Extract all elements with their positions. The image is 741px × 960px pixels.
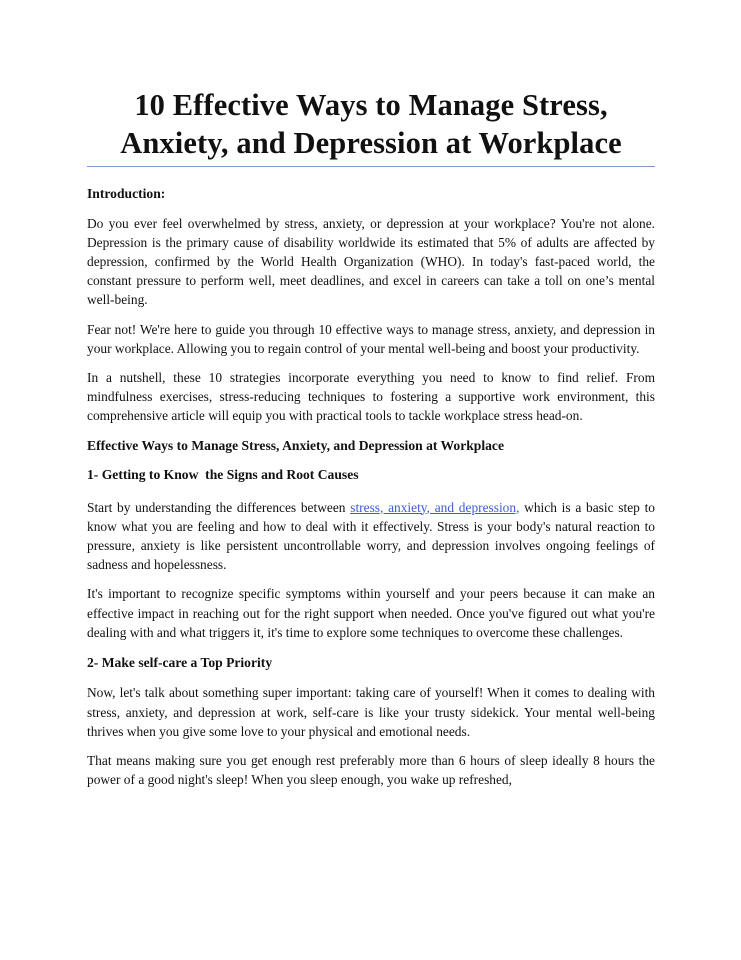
step-2-paragraph-1: Now, let's talk about something super important: taking care of yourself! When it comes to dealing with stress, anxiety, and depression at work, self-care is like your trusty sidekick. Your mental well-being thrives when you give some love to your physical and emotional needs. — [87, 685, 655, 739]
stress-anxiety-depression-link[interactable]: stress, anxiety, and depression, — [350, 499, 520, 515]
intro-paragraph-1: Do you ever feel overwhelmed by stress, anxiety, or depression at your workplace? You're not alone. Depression is the primary cause of disability worldwide its estimated that 5% of adults are affected by depression, confirmed by the World Health Organization (WHO). In today's fast-paced world, the constant pressure to perform well, meet deadlines, and excel in careers can take a toll on one’s mental well-being. — [87, 215, 655, 308]
step-1-text-after-link: which is a basic step to know what you are feeling and how to deal with it effectively. Stress is your body's natural reaction to pressure, anxiety is like persistent uncontrollable worry, and depression involves ongoing feelings of sadness and hopelessness. — [87, 499, 655, 573]
title-underline-rule — [87, 166, 655, 167]
document-page — [87, 86, 655, 789]
article-title-line-2: Anxiety, and Depression at Workplace — [120, 126, 622, 160]
intro-paragraph-3: In a nutshell, these 10 strategies incorporate everything you need to know to find relief. From mindfulness exercises, stress-reducing techniques to fostering a supportive work environment, this comprehensive article will equip you with practical tools to tackle workplace stress head-on. — [87, 369, 655, 424]
step-2-heading: 2- Make self-care a Top Priority — [87, 654, 273, 670]
intro-heading: Introduction: — [87, 186, 166, 201]
step-1-text-before-link: Start by understanding the differences between — [87, 499, 351, 515]
article-title — [87, 86, 655, 162]
article-title-line-1: 10 Effective Ways to Manage Stress, — [134, 88, 608, 122]
step-1-paragraph-2: It's important to recognize specific symptoms within yourself and your peers because it can make an effective impact in reaching out for the right support when needed. Once you've figured out what you're dealing with and what triggers it, it's time to explore some techniques to overcome these challenges. — [87, 586, 655, 640]
step-1-heading: 1- Getting to Know the Signs and Root Causes — [87, 467, 359, 483]
step-2-paragraph-2: That means making sure you get enough rest preferably more than 6 hours of sleep ideally 8 hours the power of a good night's sleep! When you sleep enough, you wake up refreshed, — [87, 753, 655, 788]
section-heading: Effective Ways to Manage Stress, Anxiety, and Depression at Workplace — [87, 437, 504, 453]
step-1-paragraph-1 — [87, 498, 655, 575]
intro-paragraph-2: Fear not! We're here to guide you through 10 effective ways to manage stress, anxiety, and depression in your workplace. Allowing you to regain control of your mental well-being and boost your productivity. — [87, 321, 655, 356]
